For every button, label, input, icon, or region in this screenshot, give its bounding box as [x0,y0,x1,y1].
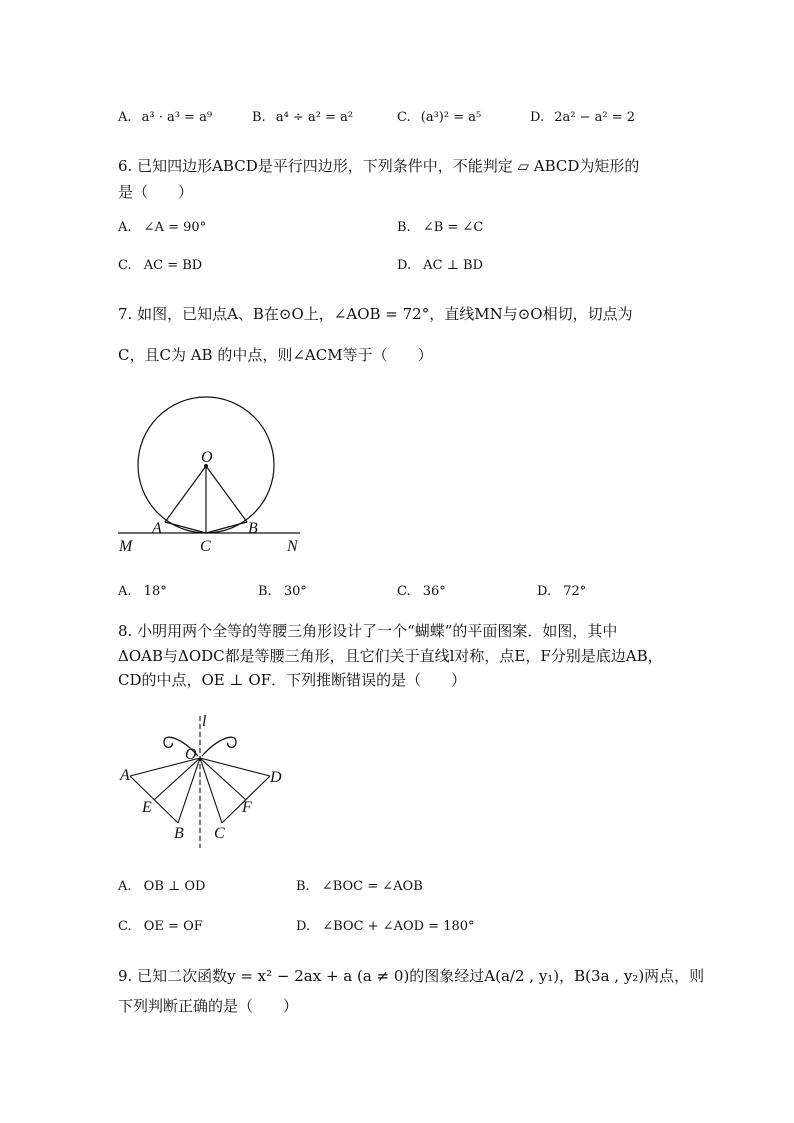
option-expr: ∠BOC = ∠AOB [321,879,423,894]
right-antenna [202,737,236,756]
q7-option-b[interactable] [258,583,307,601]
segment-ob [206,466,247,522]
option-expr: ∠B = ∠C [422,220,484,235]
label-a: A [152,520,162,537]
label-o: O [201,449,213,466]
q5-option-a[interactable] [118,109,212,127]
option-label: A. [118,584,132,599]
q7-option-a[interactable] [118,583,167,601]
option-label: A. [118,220,132,235]
option-expr: 36° [422,584,446,599]
q8-option-d[interactable] [296,918,475,936]
option-label: A. [118,879,132,894]
label-n: N [287,538,298,555]
q6-stem-line2: 是（ ） [118,183,194,201]
q6-stem-line1: 6. 已知四边形ABCD是平行四边形，下列条件中，不能判定 ▱ ABCD为矩形的 [118,157,640,175]
option-expr: AC ⊥ BD [423,258,484,273]
label-m: M [119,538,133,555]
q6-option-a[interactable] [118,219,206,237]
option-expr: a³ · a³ = a⁹ [141,110,213,125]
q8-figure [112,710,292,852]
q6-option-c[interactable] [118,257,202,275]
option-label: D. [530,110,545,125]
option-label: C. [118,258,132,273]
option-label: B. [296,879,310,894]
segment-oa [165,466,206,522]
option-label: B. [397,220,411,235]
option-expr: ∠BOC + ∠AOD = 180° [322,919,475,934]
option-label: B. [258,584,272,599]
label-e: E [142,799,152,816]
option-label: D. [296,919,311,934]
label-o: O [185,746,197,763]
option-expr: AC = BD [143,258,203,273]
option-expr: 72° [563,584,587,599]
label-a: A [120,767,130,784]
option-label: D. [397,258,412,273]
option-expr: ∠A = 90° [143,220,207,235]
chord-ac [165,522,206,533]
q6-option-d[interactable] [397,257,483,275]
q5-option-c[interactable] [397,109,481,127]
q8-stem-line2: ΔOAB与ΔODC都是等腰三角形，且它们关于直线l对称，点E，F分别是底边AB， [118,647,663,665]
label-b: B [248,520,258,537]
option-label: D. [537,584,552,599]
label-c: C [200,538,211,555]
q7-option-d[interactable] [537,583,586,601]
q8-option-c[interactable] [118,918,203,936]
q5-option-b[interactable] [252,109,353,127]
q5-option-d[interactable] [530,109,635,127]
option-label: C. [397,584,411,599]
q7-option-c[interactable] [397,583,446,601]
q7-stem-line2: C，且C为 AB 的中点，则∠ACM等于（ ） [118,346,433,364]
q8-option-a[interactable] [118,878,205,896]
option-expr: 2a² − a² = 2 [554,110,636,125]
q9-stem-line2: 下列判断正确的是（ ） [118,997,299,1015]
option-expr: 18° [143,584,167,599]
q8-option-b[interactable] [296,878,423,896]
q6-option-b[interactable] [397,219,483,237]
label-c: C [214,825,225,842]
q7-figure [110,375,320,560]
option-expr: OB ⊥ OD [143,879,206,894]
q8-stem-line1: 8. 小明用两个全等的等腰三角形设计了一个“蝴蝶”的平面图案．如图，其中 [118,622,618,640]
label-d: D [270,769,282,786]
option-label: C. [397,110,411,125]
option-expr: 30° [283,584,307,599]
q8-stem-line3: CD的中点，OE ⊥ OF．下列推断错误的是（ ） [118,671,467,689]
label-b: B [174,825,184,842]
option-label: C. [118,919,132,934]
option-expr: a⁴ ÷ a² = a² [275,110,354,125]
option-expr: OE = OF [143,919,203,934]
label-f: F [242,799,252,816]
label-l: l [202,713,207,730]
option-label: A. [118,110,132,125]
q9-stem-line1: 9. 已知二次函数y = x² − 2ax + a (a ≠ 0)的图象经过A(a/2 , y₁)，B(3a , y₂)两点，则 [118,967,705,985]
option-expr: (a³)² = a⁵ [420,110,482,125]
q7-stem-line1: 7. 如图，已知点A、B在⊙O上，∠AOB = 72°，直线MN与⊙O相切，切点为 [118,305,633,323]
option-label: B. [252,110,266,125]
chord-bc [206,522,247,533]
